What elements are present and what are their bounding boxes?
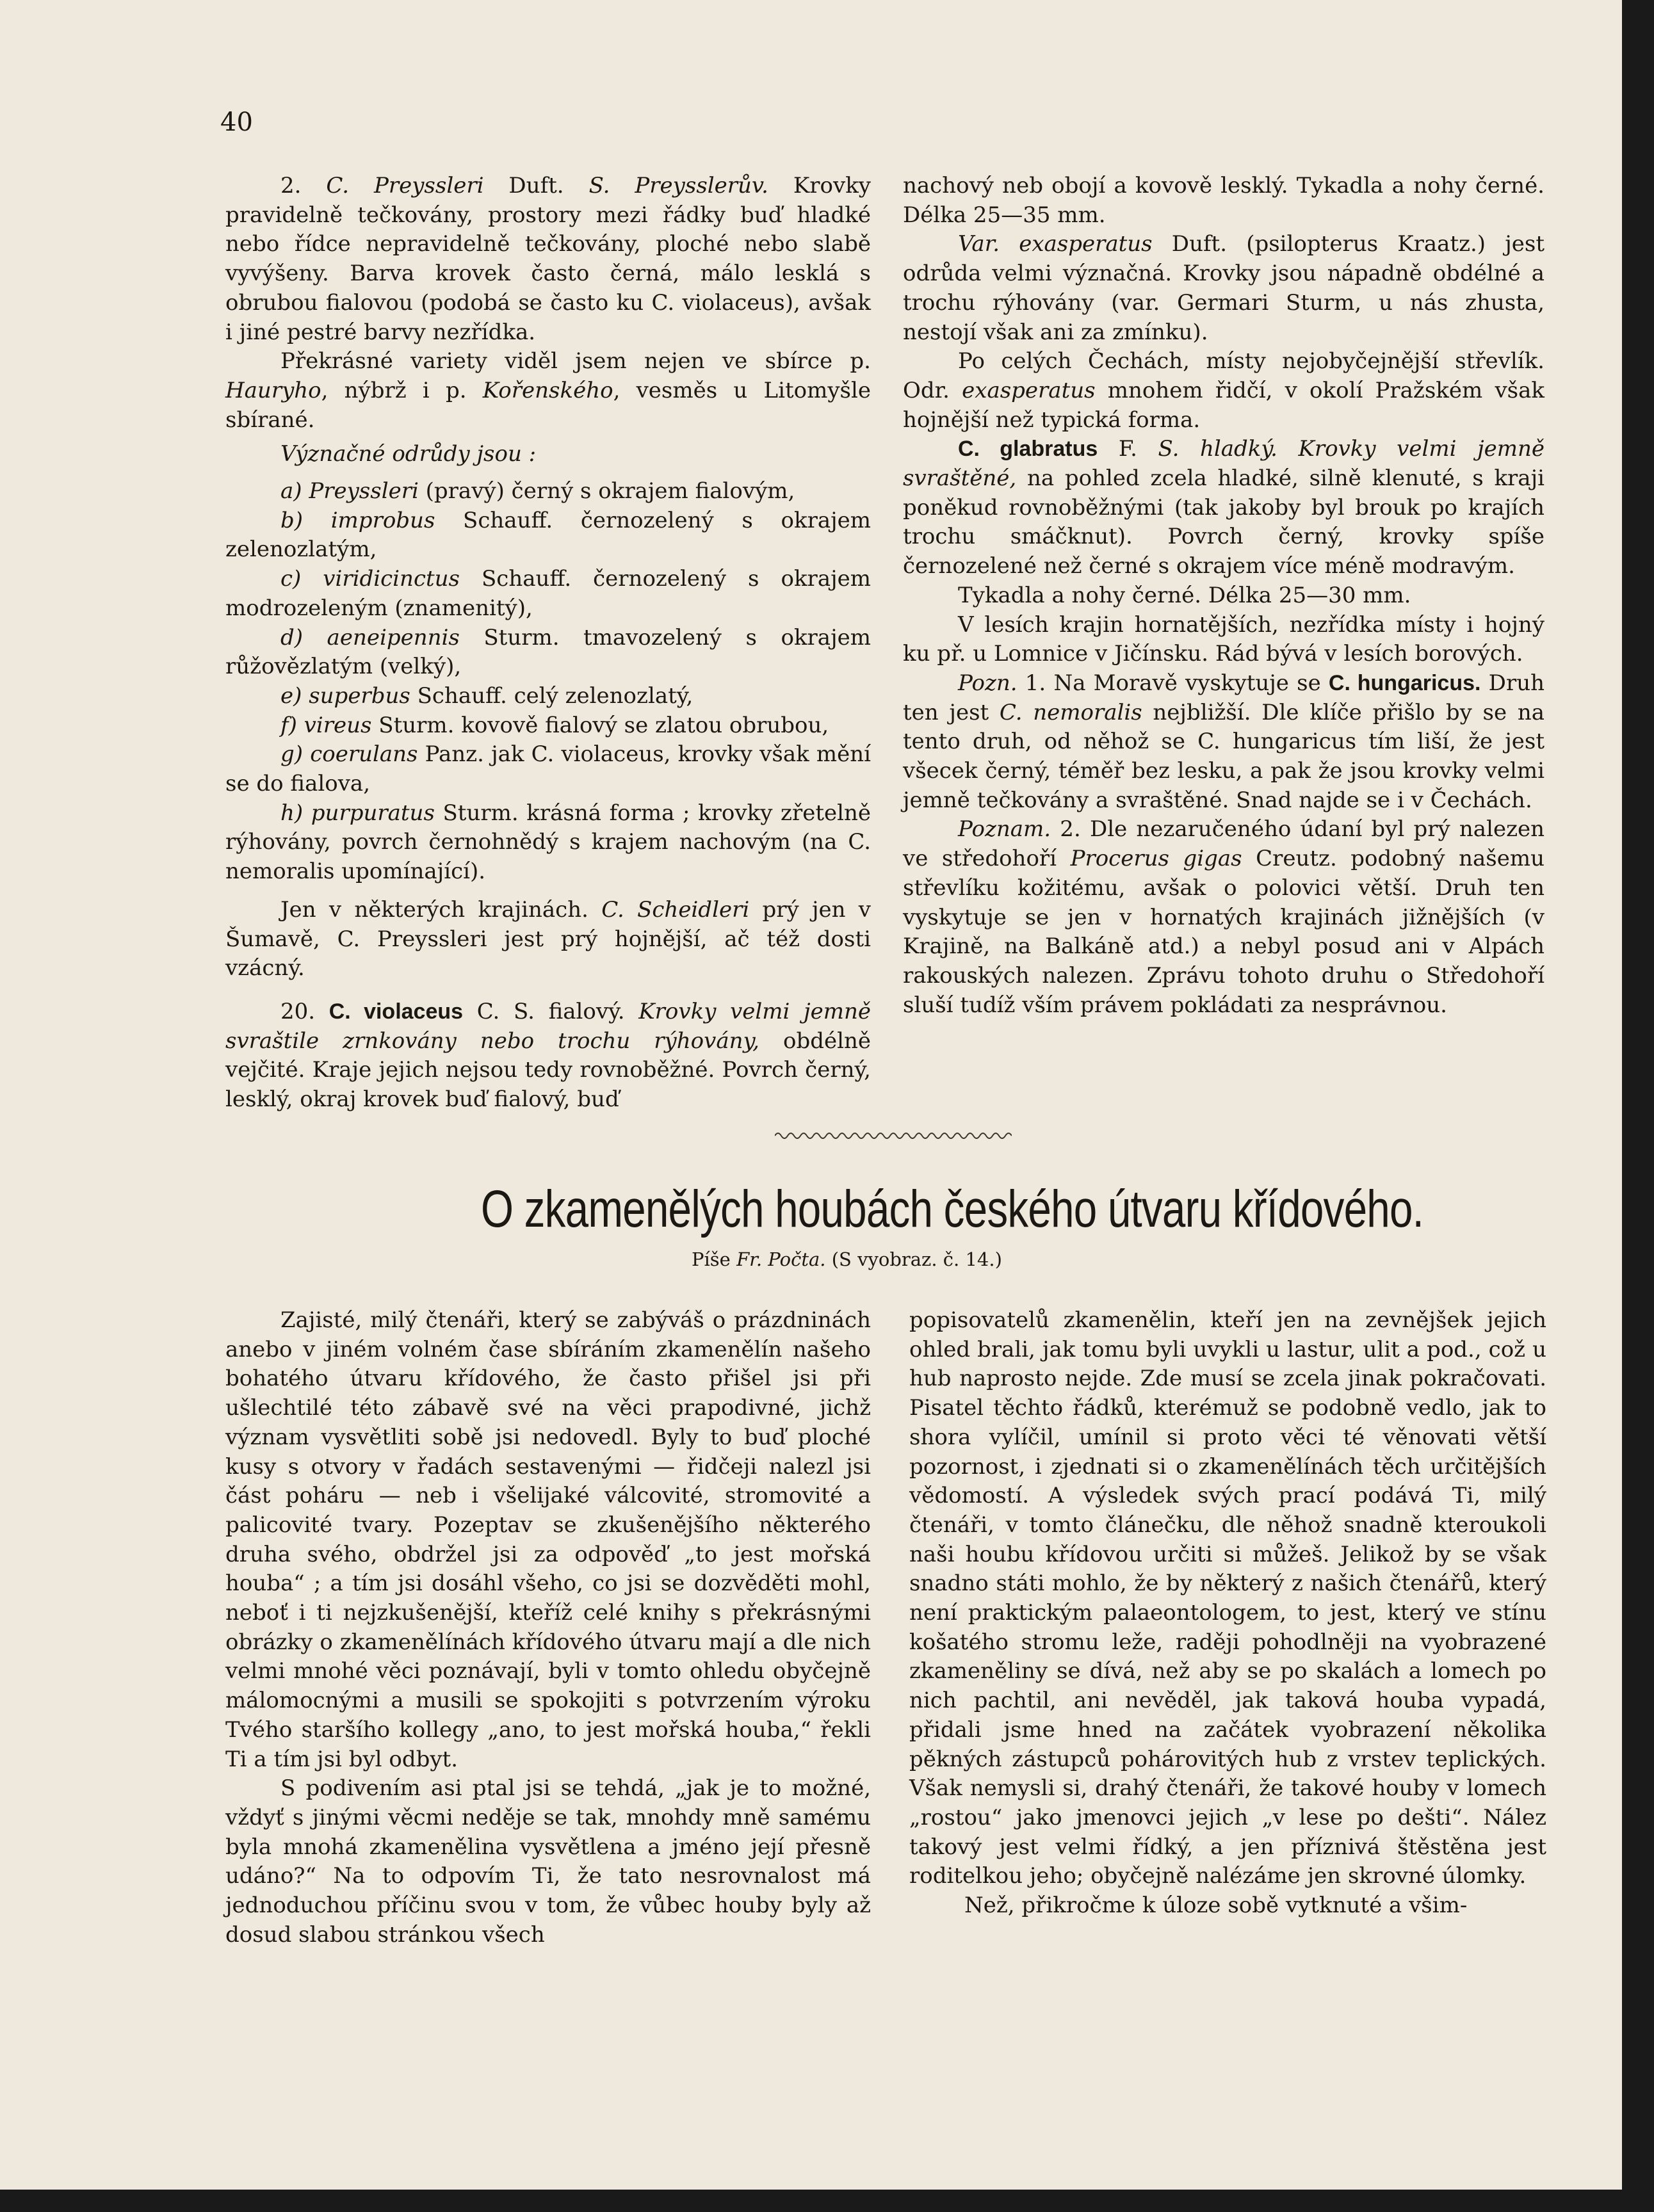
wavy-separator (775, 1128, 1012, 1143)
paragraph: Zajisté, milý čtenáři, který se zabýváš o prázdninách anebo v jiném volném čase sbíráním zkamenělín našeho bohatého útvaru křídového, že často přišel jsi při ušlechtilé této zábavě své na věci prapodivné, jichž význam vysvětliti sobě jsi nedovedl. Byly to buď ploché kusy s otvory v řadách sestavenými — řidčeji nalezl jsi část poháru — neb i všelijaké válcovité, stromovité a palicovité tvary. Pozeptav se zkušenějšího některého druha svého, obdržel jsi za odpověď „to jest mořská houba“ ; a tím jsi dosáhl všeho, co jsi se dozvěděti mohl, neboť i ti nejzkušenější, kteříž celé knihy s překrásnými obrázky o zkamenělínách křídového útvaru mají a dle nich velmi mnohé věci poznávají, byli v tomto ohledu obyčejně málomocnými a musili se spokojiti s potvrzením výroku Tvého staršího kollegy „ano, to jest mořská houba,“ řekli Ti a tím jsi byl odbyt. (225, 1307, 871, 1772)
variety-item: g) coerulans Panz. jak C. violaceus, krovky však mění se do fialova, (225, 741, 872, 797)
variety-item: e) superbus Schauff. celý zelenozlatý, (280, 682, 693, 709)
variety-item: c) viridicinctus Schauff. černozelený s okrajem modrozeleným (znamenitý), (225, 566, 871, 621)
species-name: C. Scheidleri (601, 896, 750, 923)
paragraph: Var. exasperatus Duft. (psilopterus Kraatz.) jest odrůda velmi význačná. Krovky jsou nápadně obdélné a trochu rýhovány (var. Germari Sturm, u nás zhusta, nestojí však ani za zmínku). (903, 231, 1545, 345)
note: Pozn. 1. Na Moravě vyskytuje se C. hungaricus. Druh ten jest C. nemoralis nejbližší. Dle klíče přišlo by se na tento druh, od něhož se C. hungaricus tím liší, že jest všecek černý, téměř bez lesku, a pak že jsou krovky velmi jemně tečkovány a svraštěné. Snad najde se i v Čechách. (903, 670, 1545, 813)
varieties-heading: Význačné odrůdy jsou : (280, 441, 537, 467)
variety-name: exasperatus (962, 377, 1096, 403)
species-description: Krovky velmi jemně svraštěné, (903, 436, 1545, 492)
genus-name: C. hungaricus. (1328, 670, 1481, 695)
person-name: Hauryho (225, 377, 321, 403)
column-bottom-right (909, 1306, 1546, 1921)
column-top-left (225, 172, 871, 1115)
paragraph: nachový neb obojí a kovově lesklý. Tykadla a nohy černé. Délka 25—35 mm. (903, 173, 1545, 228)
scan-edge-right (1622, 0, 1654, 2212)
column-top-right (903, 172, 1545, 1020)
paragraph: Po celých Čechách, místy nejobyčejnější střevlík. Odr. exasperatus mnohem řidčí, v okolí Pražském však hojnější než typická forma. (903, 348, 1545, 433)
variety-item: d) aeneipennis Sturm. tmavozelený s okrajem růžovězlatým (velký), (225, 624, 871, 680)
czech-name: S. hladký. (1158, 436, 1277, 462)
variety-item: a) Preyssleri (pravý) černý s okrajem fialovým, (280, 478, 795, 505)
article-byline: Píše Fr. Počta. (S vyobraz. č. 14.) (692, 1248, 1002, 1270)
variety-item: f) vireus Sturm. kovově fialový se zlatou obrubou, (280, 712, 829, 738)
scan-edge-bottom (0, 2190, 1654, 2212)
paragraph: Překrásné variety viděl jsem nejen ve sbírce p. Hauryho, nýbrž i p. Kořenského, vesměs u Litomyšle sbírané. (225, 348, 871, 433)
paragraph: S podivením asi ptal jsi se tehdá, „jak je to možné, vždyť s jinými věcmi neděje se tak, mnohdy mně samému byla mnohá zkamenělina vysvětlena a jméno její přesně udáno?“ Na to odpovím Ti, že tato nesrovnalost má jednoduchou příčinu svou v tom, že vůbec houby byly až dosud slabou stránkou všech (225, 1775, 871, 1948)
paragraph: V lesích krajin hornatějších, nezřídka místy i hojný ku př. u Lomnice v Jičínsku. Rád bývá v lesích borových. (903, 611, 1545, 667)
paragraph: Tykadla a nohy černé. Délka 25—30 mm. (958, 582, 1411, 608)
page-number: 40 (220, 108, 253, 137)
species-entry: 20. C. violaceus C. S. fialový. Krovky velmi jemně svraštile zrnkovány nebo trochu rýhovány, obdélně vejčité. Kraje jejich nejsou tedy rovnoběžné. Povrch černý, lesklý, okraj krovek buď fialový, buď (225, 998, 871, 1113)
czech-name: S. Preysslerův. (588, 173, 768, 198)
genus-name: C. glabratus (958, 437, 1098, 462)
column-bottom-left (225, 1306, 871, 1950)
variety-item: b) improbus Schauff. černozelený s okrajem zelenozlatým, (225, 507, 872, 563)
species-entry: C. glabratus F. S. hladký. Krovky velmi jemně svraštěné, na pohled zcela hladké, silně klenuté, s kraji poněkud rovnoběžnými (tak jakoby byl brouk po krajích trochu smáčknut). Povrch černý, krovky spíše černozelené než černé s okrajem více méně modravým. (903, 436, 1545, 579)
paragraph: Jen v některých krajinách. C. Scheidleri prý jen v Šumavě, C. Preyssleri jest prý hojnější, ač též dosti vzácný. (225, 896, 872, 981)
species-name: C. Preyssleri (326, 173, 484, 198)
person-name: Kořenského (482, 377, 613, 403)
paragraph: popisovatelů zkamenělin, kteří jen na zevnějšek jejich ohled brali, jak tomu byli uvykli u lastur, ulit a pod., což u hub naprosto nejde. Zde musí se zcela jinak pokračovati. Pisatel těchto řádků, kterémuž se podobně vedlo, jak to shora vylíčil, umínil si proto věci té věnovati větší pozornost, i zjednati si o zkamenělínách těch určitějších vědomostí. A výsledek svých prací podává Ti, milý čtenáři, v tomto článečku, dle něhož snadně kteroukoli naši houbu křídovou určiti si můžeš. Jelikož by se však snadno státi mohlo, že by některý z našich čtenářů, který není praktickým palaeontologem, to jest, který ve stínu košatého stromu leže, raději pohodlněji na vyobrazené zkameněliny se dívá, než aby se po skalách a lomech po nich pachtil, ani nevěděl, jak taková houba vypadá, přidali jsme hned na začátek vyobrazení několika pěkných zástupců pohárovitých hub z vrstev teplických. Však nemysli si, drahý čtenáři, že takové houby v lomech „rostou“ jako jmenovci jejich „v lese po dešti“. Nález takový jest velmi řídký, a jen příznivá štěstěna jest roditelkou jeho; obyčejně nalézáme jen skrovné úlomky. (909, 1307, 1546, 1889)
article-title: O zkamenělých houbách českého útvaru křídového. (481, 1180, 1424, 1238)
paragraph: 2. C. Preyssleri Duft. S. Preysslerův. Krovky pravidelně tečkovány, prostory mezi řádky buď hladké nebo řídce nepravidelně tečkovány, ploché nebo slabě vyvýšeny. Barva krovek často černá, málo lesklá s obrubou fialovou (podobá se často ku C. violaceus), avšak i jiné pestré barvy nezřídka. (225, 173, 872, 345)
author-name: Fr. Počta. (736, 1248, 826, 1270)
paragraph: Než, přikročme k úloze sobě vytknuté a všim- (964, 1893, 1468, 1919)
variety-name: Var. exasperatus (958, 231, 1153, 257)
species-description: Krovky velmi jemně svraštile zrnkovány nebo trochu rýhovány, (225, 998, 871, 1054)
variety-item: h) purpuratus Sturm. krásná forma ; krovky zřetelně rýhovány, povrch černohnědý s krajem nachovým (na C. nemoralis upomínající). (225, 800, 871, 885)
species-name: C. nemoralis (999, 699, 1142, 725)
genus-name: C. violaceus (328, 999, 464, 1024)
note: Poznam. 2. Dle nezaručeného údaní byl prý nalezen ve středohoří Procerus gigas Creutz. podobný našemu střevlíku kožitému, avšak o polovici větší. Druh ten vyskytuje se jen v hornatých krajinách jižnějších (v Krajině, na Balkáně atd.) a nebyl posud ani v Alpách rakouských nalezen. Zprávu tohoto druhu o Středohoří sluší tudíž vším právem pokládati za nesprávnou. (903, 816, 1545, 1018)
species-name: Procerus gigas (1070, 846, 1242, 872)
